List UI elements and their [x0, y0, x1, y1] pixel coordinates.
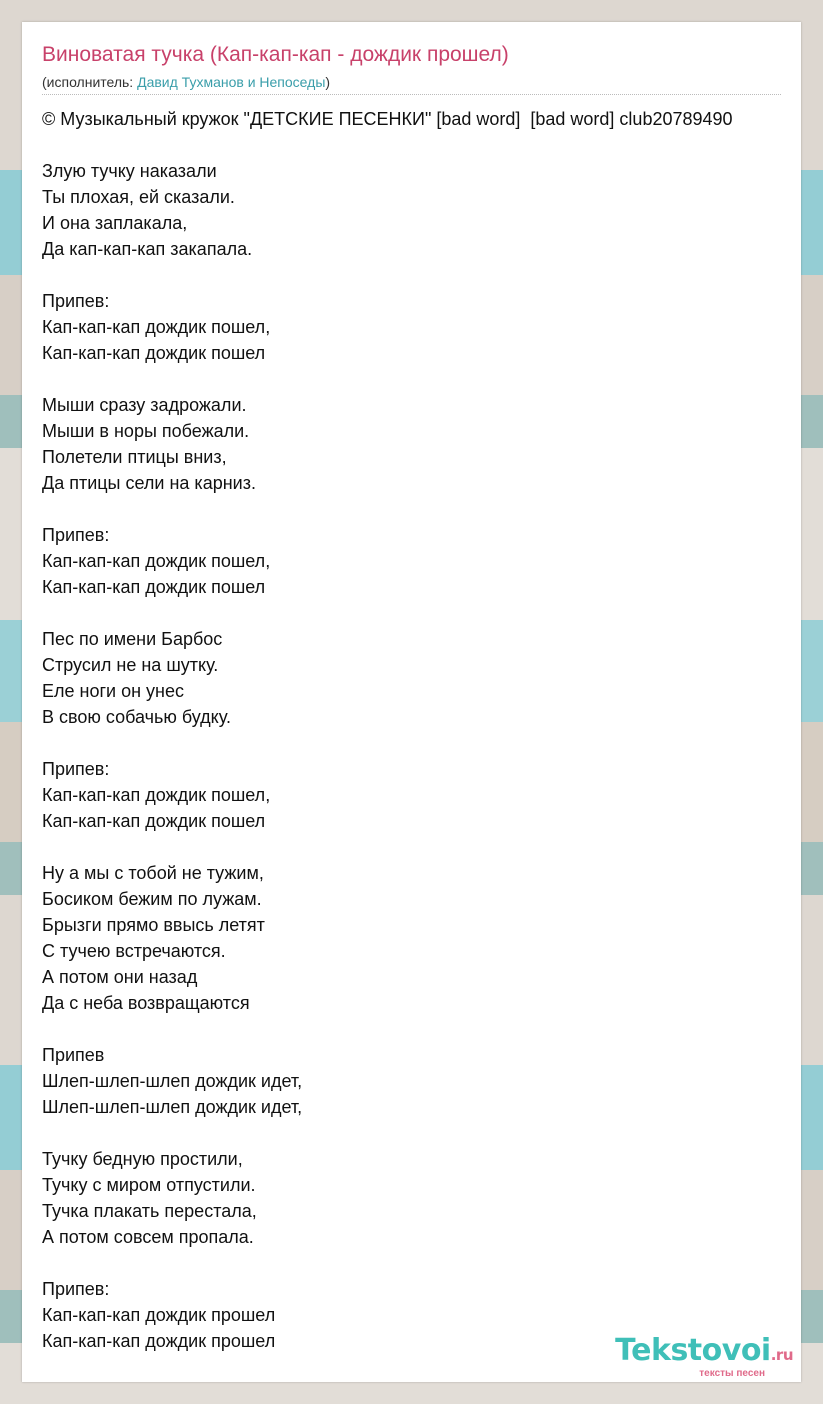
logo-tld: .ru	[770, 1346, 793, 1364]
artist-line	[42, 74, 330, 90]
logo-tagline: тексты песен	[699, 1368, 765, 1379]
song-title: Виноватая тучка (Кап-кап-кап - дождик прошел)	[42, 43, 509, 66]
logo-wordmark: Tekstovoi	[615, 1333, 771, 1368]
artist-link[interactable]: Давид Тухманов и Непоседы	[137, 74, 326, 90]
title-divider	[42, 94, 781, 95]
lyrics-text: © Музыкальный кружок "ДЕТСКИЕ ПЕСЕНКИ" [bad word] [bad word] club20789490 Злую тучку наказали Ты плохая, ей сказали. И она заплакала, Да кап-кап-кап закапала. Припев: Кап-кап-кап дождик пошел, Кап-кап-кап дождик пошел Мыши сразу задрожали. Мыши в норы побежали. Полетели птицы вниз, Да птицы сели на карниз. Припев: Кап-кап-кап дождик пошел, Кап-кап-кап дождик пошел Пес по имени Барбос Струсил не на шутку. Еле ноги он унес В свою собачью будку. Припев: Кап-кап-кап дождик пошел, Кап-кап-кап дождик пошел Ну а мы с тобой не тужим, Босиком бежим по лужам. Брызги прямо ввысь летят С тучею встречаются. А потом они назад Да с неба возвращаются Припев Шлеп-шлеп-шлеп дождик идет, Шлеп-шлеп-шлеп дождик идет, Тучку бедную простили, Тучку с миром отпустили. Тучка плакать перестала, А потом совсем пропала. Припев: Кап-кап-кап дождик прошел Кап-кап-кап дождик прошел	[42, 109, 733, 1351]
artist-suffix: )	[325, 74, 331, 90]
lyrics-card	[22, 22, 801, 1382]
artist-prefix: (исполнитель:	[42, 74, 138, 90]
site-logo[interactable]	[615, 1333, 793, 1379]
